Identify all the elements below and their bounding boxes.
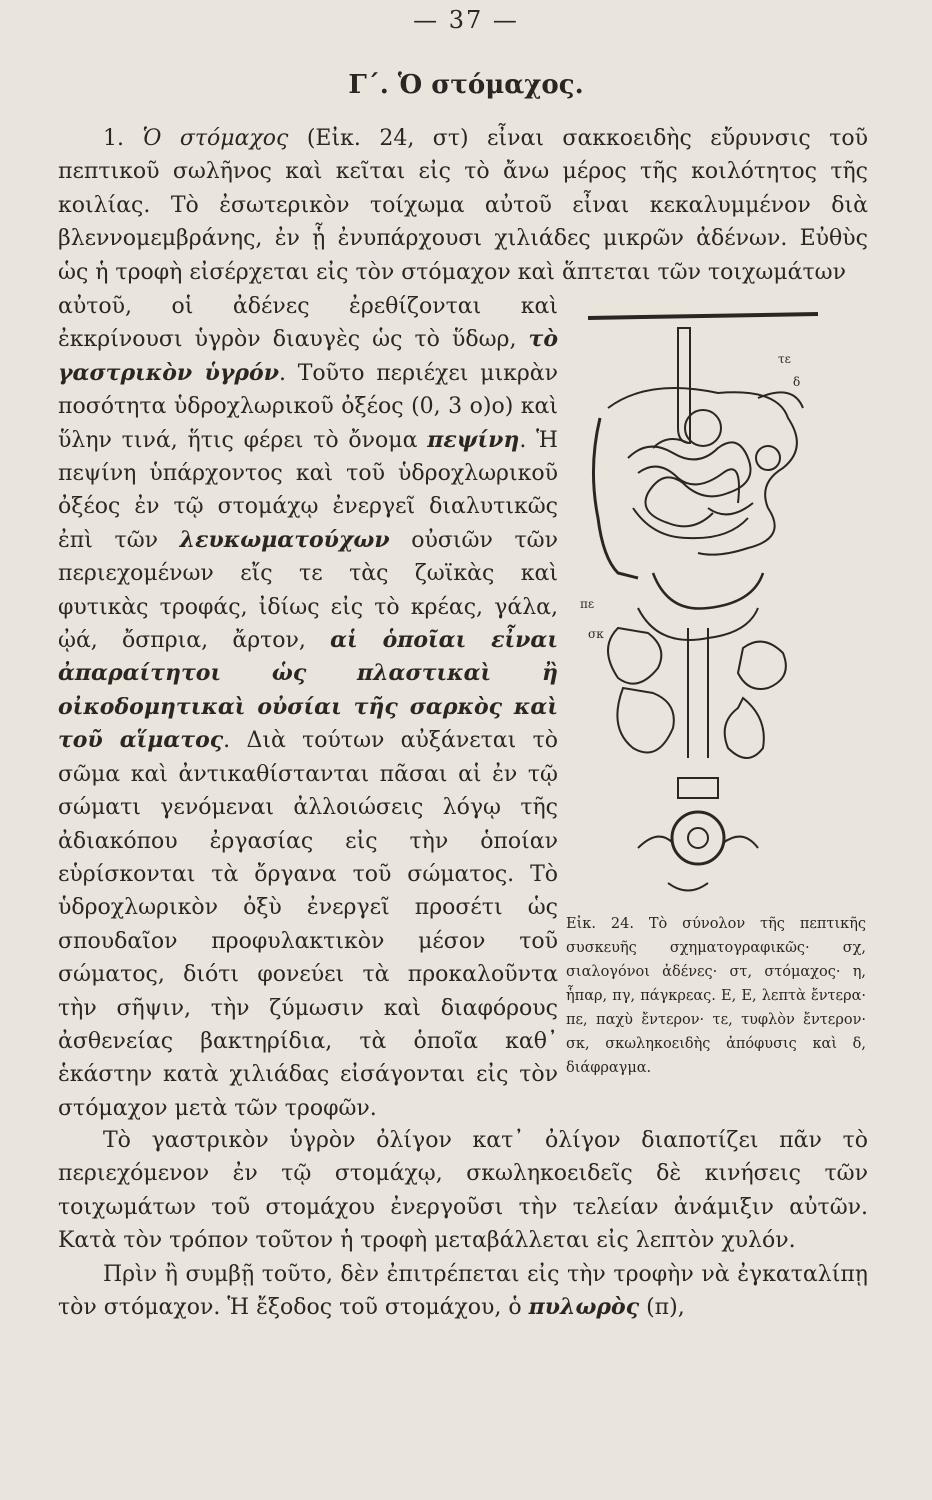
term-pylorus: πυλωρὸς (528, 1294, 640, 1321)
para3-text-1: Πρὶν ἢ συμβῇ τοῦτο, δὲν ἐπιτρέπεται εἰς τὴν τροφὴν νὰ ἐγκαταλίπῃ τὸν στόμαχον. Ἡ ἔξοδος τοῦ στομάχου, ὁ (58, 1261, 868, 1321)
small-intestine-coils (628, 410, 780, 538)
section-heading: Γ΄. Ὁ στόμαχος. (348, 70, 584, 100)
column-text-2: . Τοῦτο περιέχει μικρὰν ποσότητα ὑδροχλωρικοῦ ὀξέος (0, 3 ο)ο) καὶ ὕλην τινά, ἥτις φέρει τὸ ὄνομα (58, 360, 559, 453)
term-plastic-substances: αἱ ὁποῖαι εἶναι ἀπαραίτητοι ὡς πλαστικαὶ ἢ οἰκοδομητικαὶ οὐσίαι τῆς σαρκὸς καὶ τοῦ αἵματος (58, 627, 558, 754)
column-text-4: οὐσιῶν τῶν περιεχομένων εἴς τε τὰς ζωϊκὰς καὶ φυτικὰς τροφάς, ἰδίως εἰς τὸ κρέας, γάλα, ᾠά, ὄσπρια, ἄρτον, (58, 527, 558, 654)
figure-label-sk: σκ (588, 627, 604, 641)
para3-text-2: (π), (639, 1295, 685, 1321)
figure-label-d: δ (793, 375, 801, 389)
column-text-1: αὐτοῦ, οἱ ἀδένες ἐρεθίζονται καὶ ἐκκρίνουσι ὑγρὸν διαυγὲς ὡς τὸ ὕδωρ, (58, 294, 558, 353)
para1-lead: (Εἰκ. 24, στ) εἶναι σακκοειδὴς εὔρυνσις τοῦ πεπτικοῦ σωλῆνος καὶ κεῖται εἰς τὸ ἄνω μέρος τῆς κοιλότητος τῆς κοιλίας. Τὸ ἐσωτερικὸν τοίχωμα αὐτοῦ εἶναι κεκαλυμμένον διὰ βλεννομεμβράνης, ἐν ᾗ ἐνυπάρχουσι χιλιάδες μικρῶν ἀδένων. Εὐθὺς ὡς ἡ τροφὴ εἰσέρχεται εἰς τὸν στόμαχον καὶ ἅπτεται τῶν τοιχωμάτων (58, 126, 868, 285)
figure-label-pe: πε (580, 597, 595, 611)
figure-caption: Εἰκ. 24. Τὸ σύνολον τῆς πεπτικῆς συσκευῆς σχηματογραφικῶς· σχ, σιαλογόνοι ἀδένες· στ, στόμαχος· η, ἧπαρ, πγ, πάγκρεας. Ε, Ε, λεπτὰ ἔντερα· πε, παχὺ ἔντερον· τε, τυφλὸν ἔντερον· σκ, σκωληκοειδὴς ἀπόφυσις καὶ δ, διάφραγμα. (566, 916, 866, 1076)
paragraph-3 (58, 1258, 868, 1325)
term-gastric-juice: τὸ γαστρικὸν ὑγρόν (58, 326, 558, 386)
paragraph-2: Τὸ γαστρικὸν ὑγρὸν ὀλίγον κατ᾽ ὀλίγον διαποτίζει πᾶν τὸ περιεχόμενον ἐν τῷ στομάχῳ, σκωληκοειδεῖς δὲ κινήσεις τῶν τοιχωμάτων τοῦ στομάχου ἐνεργοῦσι τὴν τελείαν ἀνάμιξιν αὐτῶν. Κατὰ τὸν τρόπον τοῦτον ἡ τροφὴ μεταβάλλεται εἰς λεπτὸν χυλόν. (58, 1128, 868, 1254)
digestive-system-figure (578, 308, 878, 903)
para1-term: Ὁ στόμαχος (142, 126, 289, 151)
figure-label-te: τε (778, 352, 791, 366)
term-pepsin: πεψίνη (427, 426, 520, 453)
column-text-5: . Διὰ τούτων αὐξάνεται τὸ σῶμα καὶ ἀντικαθίστανται πᾶσαι αἱ ἐν τῷ σώματι γενόμεναι ἀλλοιώσεις λόγῳ τῆς ἀδιακόπου ἐργασίας εἰς τὴν ὁποίαν εὑρίσκονται τὰ ὄργανα τοῦ σώματος. Τὸ ὑδροχλωρικὸν ὀξὺ ἐνεργεῖ προσέτι ὡς σπουδαῖον προφυλακτικὸν μέσον τοῦ σώματος, διότι φονεύει τὰ προκαλοῦντα τὴν σῆψιν, τὴν ζύμωσιν καὶ διαφόρους ἀσθενείας βακτηρίδια, τὰ ὁποῖα καθ᾽ ἑκάστην κατὰ χιλιάδας εἰσάγονται εἰς τὸν στόμαχον μετὰ τῶν τροφῶν. (58, 728, 558, 1121)
term-albuminous: λευκωματούχων (179, 526, 390, 553)
paragraph-1-column (58, 290, 558, 1125)
para1-number: 1. (103, 126, 124, 151)
page-number: — 37 — (413, 6, 519, 34)
paragraph-1 (58, 122, 868, 289)
paragraphs-lower (58, 1124, 868, 1324)
column-text-3: . Ἡ πεψίνη ὑπάρχοντος καὶ τοῦ ὑδροχλωρικοῦ ὀξέος ἐν τῷ στομάχῳ ἐνεργεῖ διαλυτικῶς ἐπὶ τῶν (58, 427, 558, 553)
